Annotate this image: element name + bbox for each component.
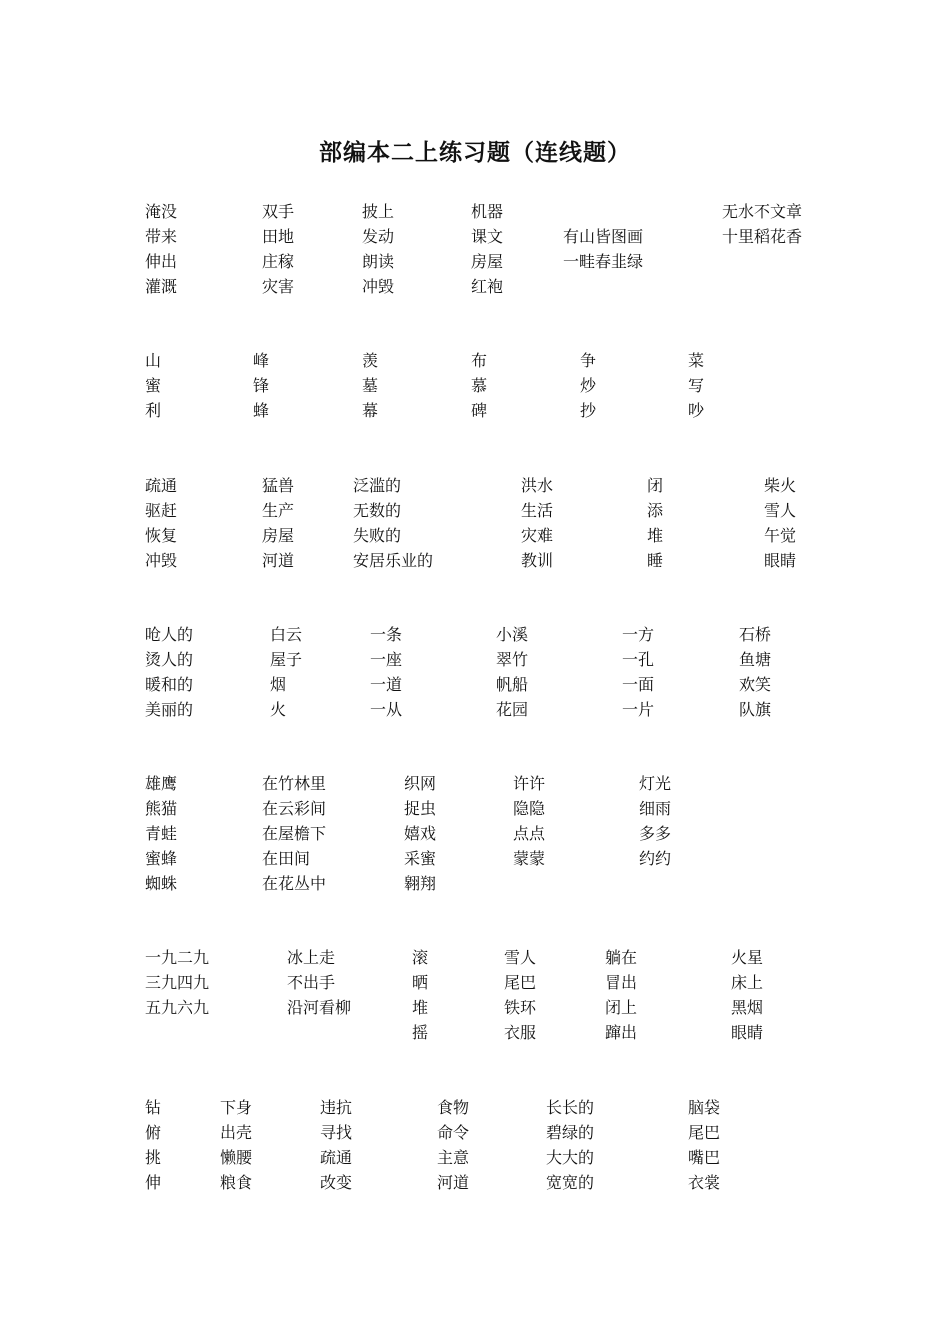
word-item: 不出手	[287, 973, 336, 992]
word-item: 嬉戏	[404, 824, 437, 843]
word-item: 暖和的	[145, 675, 194, 694]
word-item: 披上	[362, 202, 395, 221]
word-item: 晒	[412, 973, 429, 992]
word-item: 灾害	[262, 277, 295, 296]
word-item: 点点	[513, 824, 546, 843]
word-item: 山	[145, 351, 162, 370]
word-item: 冒出	[605, 973, 638, 992]
word-item: 在田间	[262, 849, 311, 868]
word-item: 淹没	[145, 202, 178, 221]
word-item: 红袍	[471, 277, 504, 296]
word-item: 蜘蛛	[145, 874, 178, 893]
word-item: 伸出	[145, 252, 178, 271]
word-item: 粮食	[220, 1173, 253, 1192]
word-item: 在屋檐下	[262, 824, 327, 843]
word-item: 生活	[521, 501, 554, 520]
word-item: 翱翔	[404, 874, 437, 893]
word-item: 寻找	[320, 1123, 353, 1142]
word-item: 河道	[262, 551, 295, 570]
word-item: 房屋	[471, 252, 504, 271]
word-item: 一畦春韭绿	[563, 252, 644, 271]
word-item: 冰上走	[287, 948, 336, 967]
word-item: 蒙蒙	[513, 849, 546, 868]
word-item: 羡	[362, 351, 379, 370]
word-item: 碧绿的	[546, 1123, 595, 1142]
word-item: 许许	[513, 774, 546, 793]
word-item: 隐隐	[513, 799, 546, 818]
word-item: 美丽的	[145, 700, 194, 719]
word-item: 在花丛中	[262, 874, 327, 893]
word-item: 一方	[622, 625, 655, 644]
word-item: 灾难	[521, 526, 554, 545]
word-item: 墓	[362, 376, 379, 395]
word-item: 黑烟	[731, 998, 764, 1017]
word-item: 伸	[145, 1173, 162, 1192]
word-item: 利	[145, 401, 162, 420]
word-item: 恢复	[145, 526, 178, 545]
word-item: 驱赶	[145, 501, 178, 520]
word-item: 一道	[370, 675, 403, 694]
word-item: 写	[688, 376, 705, 395]
word-item: 蜜	[145, 376, 162, 395]
word-item: 队旗	[739, 700, 772, 719]
word-item: 十里稻花香	[722, 227, 803, 246]
word-item: 铁环	[504, 998, 537, 1017]
word-item: 宽宽的	[546, 1173, 595, 1192]
word-item: 河道	[437, 1173, 470, 1192]
word-item: 小溪	[496, 625, 529, 644]
word-item: 朗读	[362, 252, 395, 271]
word-item: 一孔	[622, 650, 655, 669]
word-item: 五九六九	[145, 998, 210, 1017]
word-item: 吵	[688, 401, 705, 420]
word-item: 无水不文章	[722, 202, 803, 221]
word-item: 一座	[370, 650, 403, 669]
word-item: 灌溉	[145, 277, 178, 296]
word-item: 课文	[471, 227, 504, 246]
word-item: 堆	[647, 526, 664, 545]
word-item: 食物	[437, 1098, 470, 1117]
word-item: 雪人	[764, 501, 797, 520]
word-item: 眼睛	[731, 1023, 764, 1042]
word-item: 主意	[437, 1148, 470, 1167]
word-item: 改变	[320, 1173, 353, 1192]
word-item: 带来	[145, 227, 178, 246]
word-item: 衣服	[504, 1023, 537, 1042]
word-item: 雄鹰	[145, 774, 178, 793]
word-item: 幕	[362, 401, 379, 420]
page-title: 部编本二上练习题（连线题）	[319, 139, 631, 166]
word-item: 火	[270, 700, 287, 719]
word-item: 抄	[580, 401, 597, 420]
word-item: 洪水	[521, 476, 554, 495]
word-item: 懒腰	[220, 1148, 253, 1167]
word-item: 菜	[688, 351, 705, 370]
word-item: 长长的	[546, 1098, 595, 1117]
word-item: 柴火	[764, 476, 797, 495]
word-item: 出壳	[220, 1123, 253, 1142]
word-item: 嘴巴	[688, 1148, 721, 1167]
word-item: 衣裳	[688, 1173, 721, 1192]
word-item: 青蛙	[145, 824, 178, 843]
word-item: 滚	[412, 948, 429, 967]
word-item: 俯	[145, 1123, 162, 1142]
word-item: 鱼塘	[739, 650, 772, 669]
word-item: 炒	[580, 376, 597, 395]
word-item: 猛兽	[262, 476, 295, 495]
word-item: 碑	[471, 401, 488, 420]
word-item: 石桥	[739, 625, 772, 644]
word-item: 躺在	[605, 948, 638, 967]
word-item: 钻	[145, 1098, 162, 1117]
word-item: 睡	[647, 551, 664, 570]
word-item: 冲毁	[145, 551, 178, 570]
word-item: 机器	[471, 202, 504, 221]
word-item: 违抗	[320, 1098, 353, 1117]
word-item: 烫人的	[145, 650, 194, 669]
word-item: 泛滥的	[353, 476, 402, 495]
word-item: 采蜜	[404, 849, 437, 868]
word-item: 双手	[262, 202, 295, 221]
word-item: 熊猫	[145, 799, 178, 818]
word-item: 堆	[412, 998, 429, 1017]
word-item: 有山皆图画	[563, 227, 644, 246]
word-item: 花园	[496, 700, 529, 719]
word-item: 呛人的	[145, 625, 194, 644]
word-item: 多多	[639, 824, 672, 843]
word-item: 下身	[220, 1098, 253, 1117]
word-item: 冲毁	[362, 277, 395, 296]
word-item: 雪人	[504, 948, 537, 967]
word-item: 田地	[262, 227, 295, 246]
word-item: 捉虫	[404, 799, 437, 818]
word-item: 发动	[362, 227, 395, 246]
word-item: 慕	[471, 376, 488, 395]
word-item: 峰	[253, 351, 270, 370]
word-item: 帆船	[496, 675, 529, 694]
word-item: 摇	[412, 1023, 429, 1042]
word-item: 屋子	[270, 650, 303, 669]
word-item: 闭	[647, 476, 664, 495]
word-item: 脑袋	[688, 1098, 721, 1117]
word-item: 一条	[370, 625, 403, 644]
word-item: 房屋	[262, 526, 295, 545]
word-item: 一九二九	[145, 948, 210, 967]
word-item: 尾巴	[504, 973, 537, 992]
word-item: 蜜蜂	[145, 849, 178, 868]
word-item: 一从	[370, 700, 403, 719]
word-item: 灯光	[639, 774, 672, 793]
word-item: 在云彩间	[262, 799, 327, 818]
word-item: 庄稼	[262, 252, 295, 271]
word-item: 白云	[270, 625, 303, 644]
word-item: 午觉	[764, 526, 797, 545]
word-item: 床上	[731, 973, 764, 992]
word-item: 教训	[521, 551, 554, 570]
word-item: 蜂	[253, 401, 270, 420]
word-item: 布	[471, 351, 488, 370]
word-item: 无数的	[353, 501, 402, 520]
word-item: 锋	[253, 376, 270, 395]
word-item: 命令	[437, 1123, 470, 1142]
word-item: 闭上	[605, 998, 638, 1017]
word-item: 疏通	[320, 1148, 353, 1167]
word-item: 约约	[639, 849, 672, 868]
word-item: 一片	[622, 700, 655, 719]
word-item: 尾巴	[688, 1123, 721, 1142]
word-item: 失败的	[353, 526, 402, 545]
word-item: 细雨	[639, 799, 672, 818]
word-item: 沿河看柳	[287, 998, 352, 1017]
word-item: 蹿出	[605, 1023, 638, 1042]
word-item: 疏通	[145, 476, 178, 495]
word-item: 三九四九	[145, 973, 210, 992]
word-item: 安居乐业的	[353, 551, 434, 570]
word-item: 大大的	[546, 1148, 595, 1167]
word-item: 生产	[262, 501, 295, 520]
word-item: 织网	[404, 774, 437, 793]
word-item: 争	[580, 351, 597, 370]
word-item: 火星	[731, 948, 764, 967]
word-item: 烟	[270, 675, 287, 694]
word-item: 添	[647, 501, 664, 520]
word-item: 翠竹	[496, 650, 529, 669]
word-item: 挑	[145, 1148, 162, 1167]
word-item: 欢笑	[739, 675, 772, 694]
word-item: 眼睛	[764, 551, 797, 570]
word-item: 在竹林里	[262, 774, 327, 793]
word-item: 一面	[622, 675, 655, 694]
